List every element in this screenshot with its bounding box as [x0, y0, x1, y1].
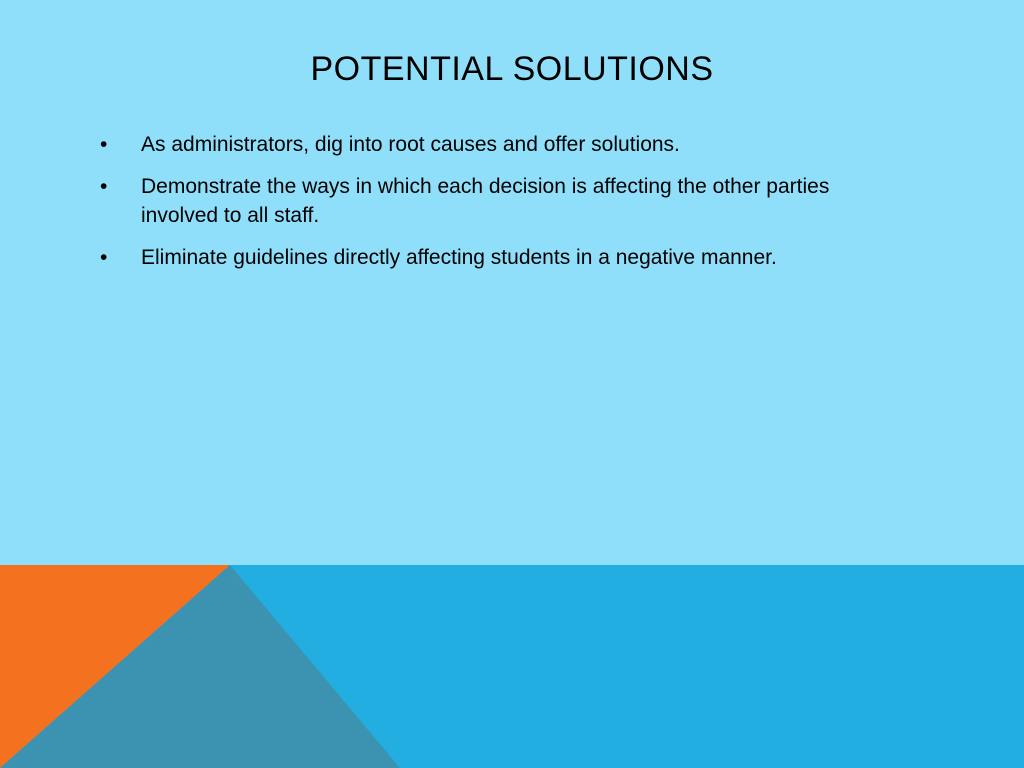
bullet-item: [100, 172, 900, 230]
bullet-text: Demonstrate the ways in which each decision is affecting the other parties involved to all staff.: [141, 175, 830, 227]
bullet-text: As administrators, dig into root causes and offer solutions.: [141, 133, 680, 156]
bullet-item: [100, 243, 900, 272]
bullet-marker: •: [100, 246, 108, 269]
decorative-shapes: [0, 565, 1024, 768]
bullet-marker: •: [100, 133, 108, 156]
slide-title: POTENTIAL SOLUTIONS: [310, 50, 714, 88]
bullet-text: Eliminate guidelines directly affecting students in a negative manner.: [141, 246, 777, 269]
bullet-marker: •: [100, 175, 108, 198]
bullet-item: [100, 130, 900, 159]
bullet-list: [100, 130, 900, 285]
